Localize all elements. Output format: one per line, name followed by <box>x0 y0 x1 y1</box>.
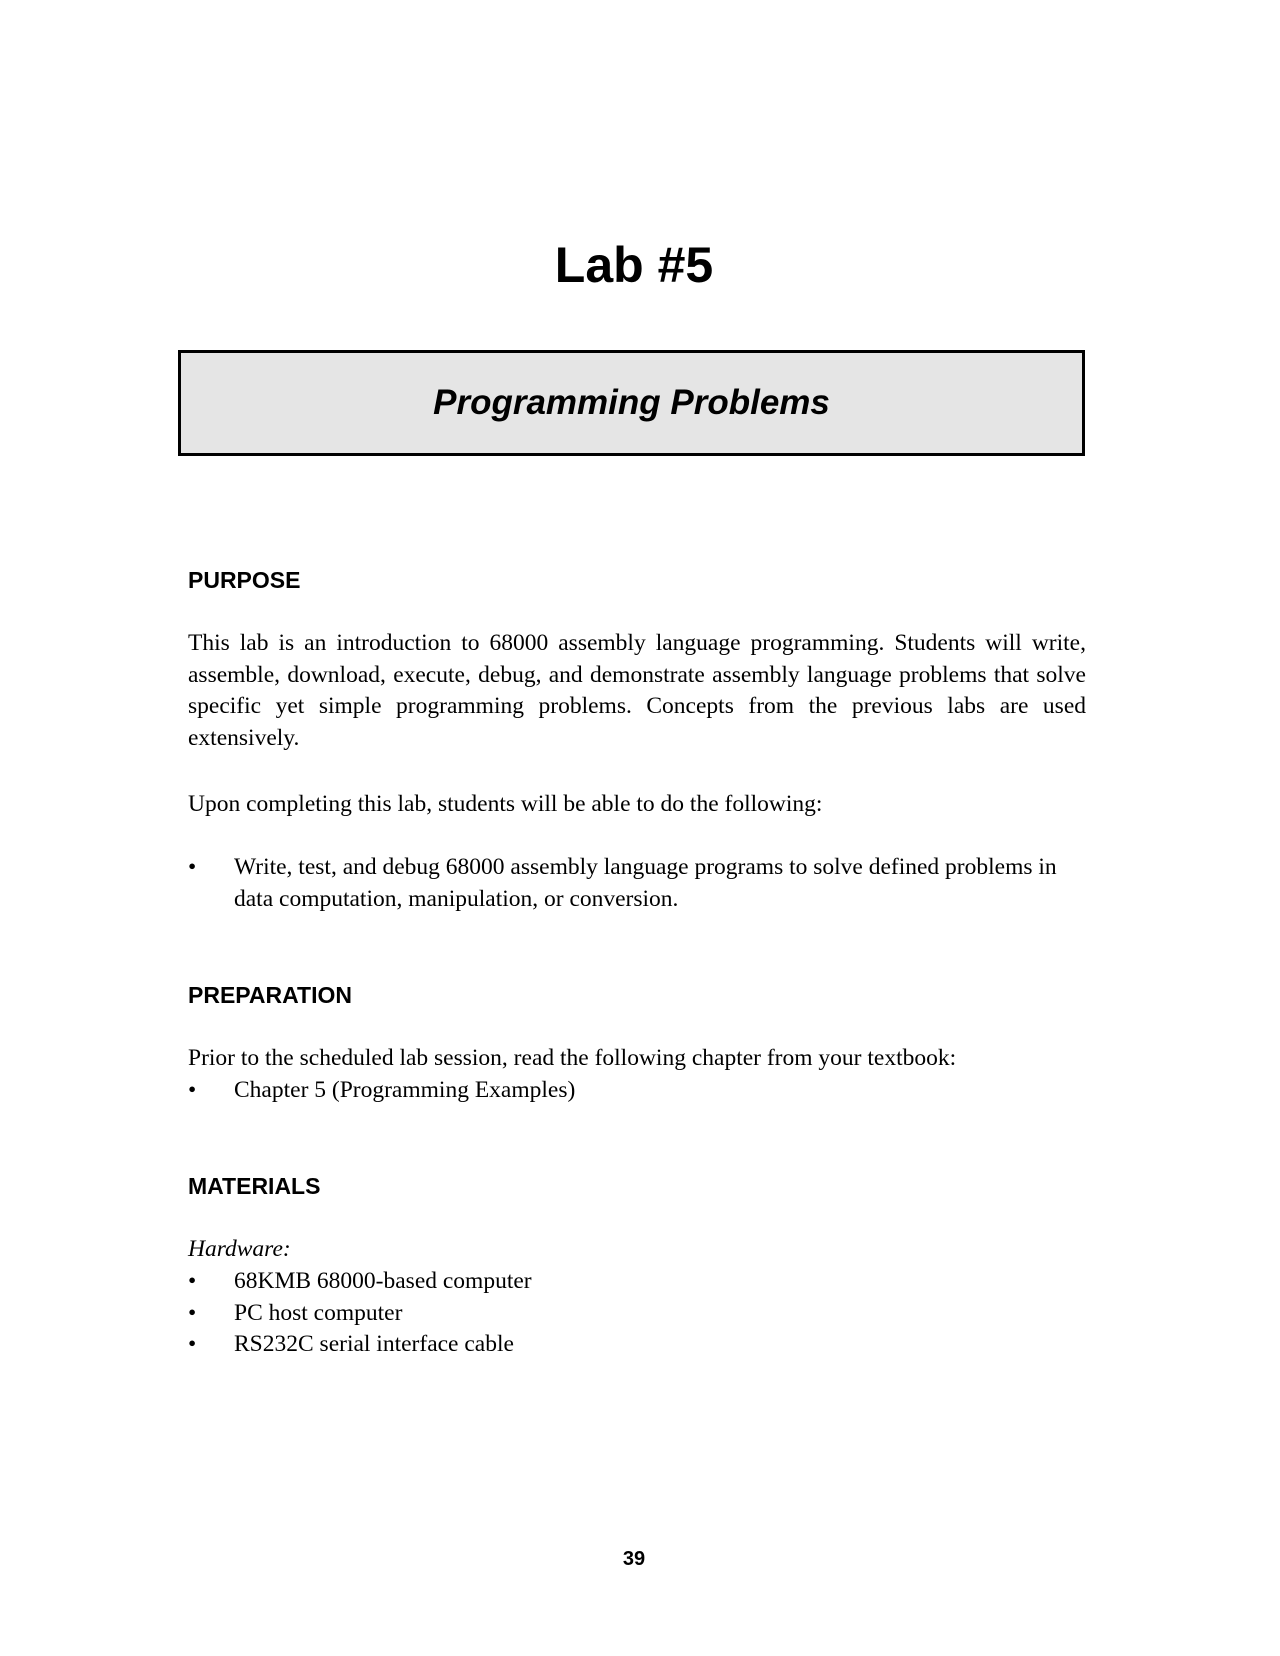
outcomes-list <box>188 852 1086 915</box>
outcome-item <box>188 852 1086 915</box>
outcome-text: Write, test, and debug 68000 assembly language programs to solve defined problems in data computation, manipulation, or conversion. <box>234 854 1057 912</box>
hardware-item-text: RS232C serial interface cable <box>234 1331 514 1357</box>
preparation-text: Prior to the scheduled lab session, read the following chapter from your textbook: <box>188 1045 957 1071</box>
subtitle: Programming Problems <box>433 383 830 422</box>
preparation-list <box>188 1075 1086 1107</box>
preparation-item-text: Chapter 5 (Programming Examples) <box>234 1077 576 1103</box>
hardware-item <box>188 1266 1086 1298</box>
bullet-icon: • <box>188 1268 197 1294</box>
bullet-icon: • <box>188 1331 197 1357</box>
bullet-icon: • <box>188 1299 197 1326</box>
bullet-icon: • <box>188 854 197 880</box>
hardware-list <box>188 1266 1086 1361</box>
page-number: 39 <box>622 1548 646 1570</box>
purpose-heading: PURPOSE <box>188 567 301 593</box>
lab-title: Lab #5 <box>554 237 714 293</box>
hardware-item-text: 68KMB 68000-based computer <box>234 1268 532 1294</box>
outcomes-intro: Upon completing this lab, students will be able to do the following: <box>188 791 823 817</box>
preparation-item <box>188 1075 1086 1107</box>
hardware-label: Hardware: <box>188 1236 291 1262</box>
subtitle-box <box>178 350 1085 456</box>
hardware-item <box>188 1329 1086 1361</box>
hardware-item <box>188 1298 1086 1330</box>
materials-heading: MATERIALS <box>188 1173 321 1199</box>
bullet-icon: • <box>188 1077 197 1103</box>
purpose-paragraph: This lab is an introduction to 68000 assembly language programming. Students will write, assemble, download, execute, debug, and demonstrate assembly language problems that solve specific yet simple programming problems. Concepts from the previous labs are used extensively. <box>188 630 1086 751</box>
preparation-heading: PREPARATION <box>188 982 352 1008</box>
hardware-item-text: PC host computer <box>234 1299 403 1326</box>
